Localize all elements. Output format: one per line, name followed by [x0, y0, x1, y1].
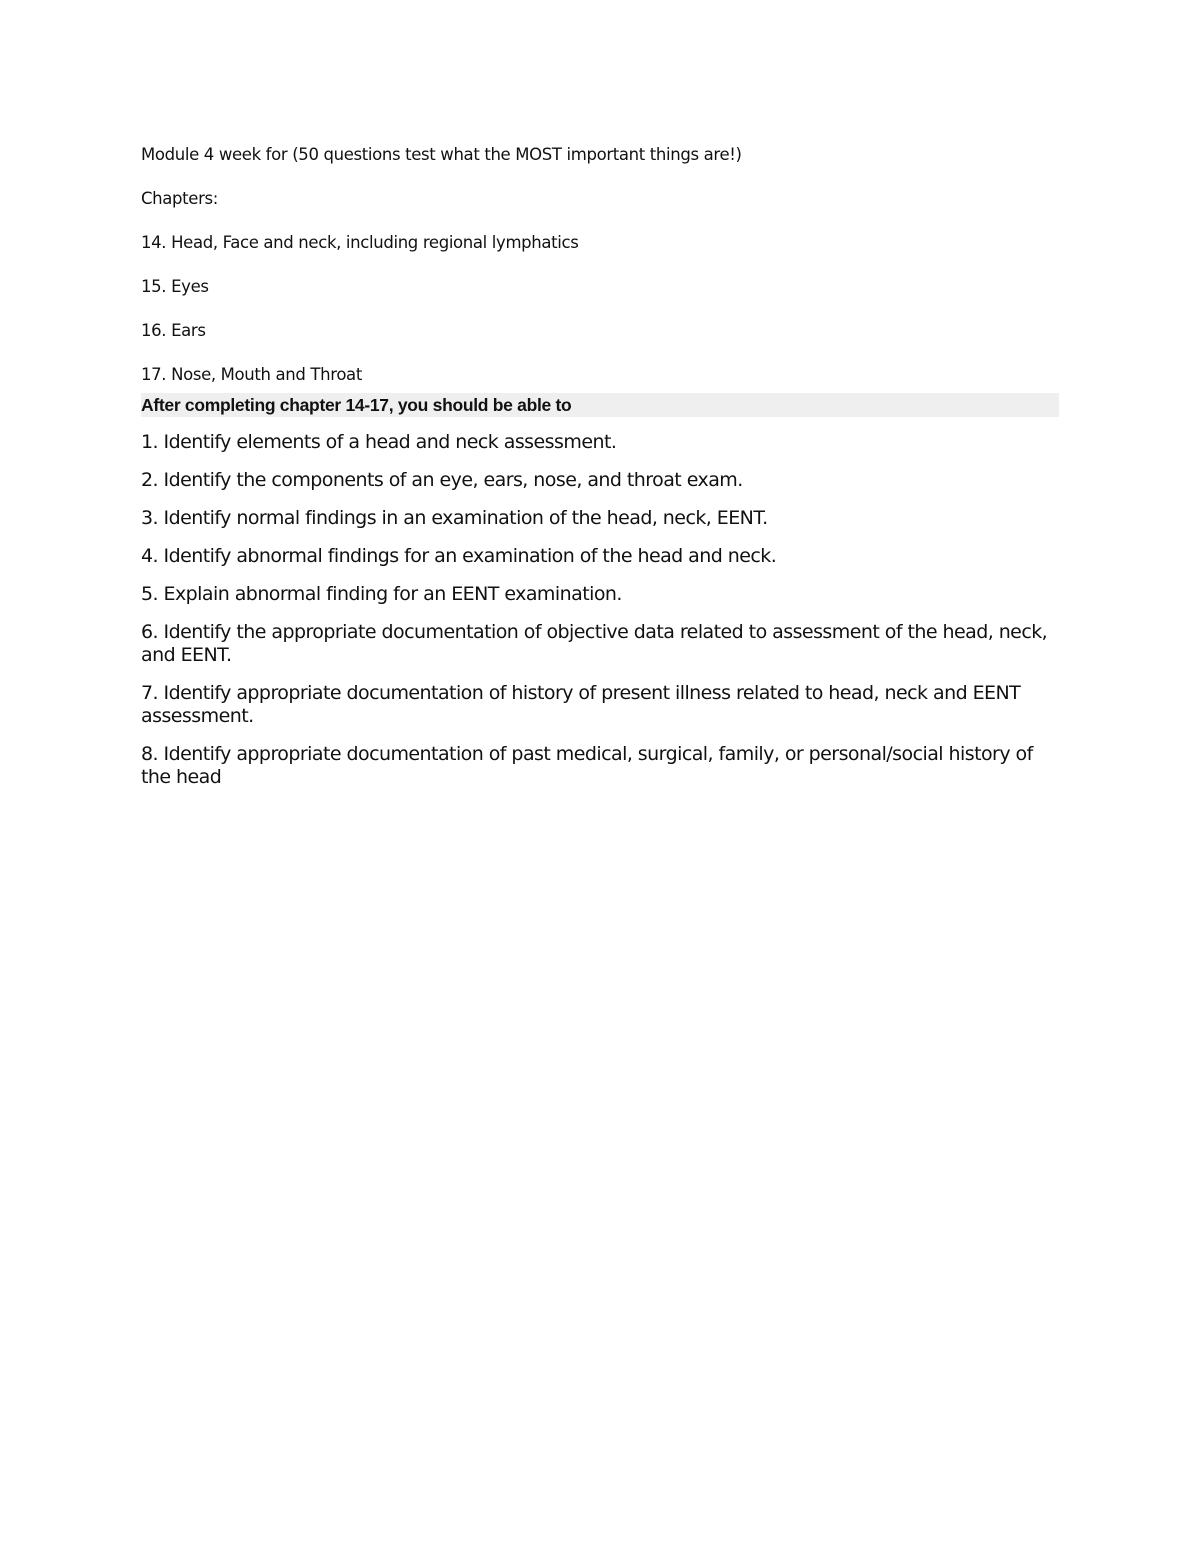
chapter-item-14: 14. Head, Face and neck, including regional lymphatics — [141, 233, 579, 252]
chapter-item-17: 17. Nose, Mouth and Throat — [141, 365, 362, 384]
objective-list — [141, 431, 1059, 789]
chapter-item-15: 15. Eyes — [141, 277, 209, 296]
objective-item-8: 8. Identify appropriate documentation of past medical, surgical, family, or personal/social history of the head — [141, 743, 1033, 788]
objective-item-1: 1. Identify elements of a head and neck assessment. — [141, 431, 617, 453]
chapter-item-16: 16. Ears — [141, 321, 206, 340]
module-intro-line: Module 4 week for (50 questions test what the MOST important things are!) — [141, 145, 742, 164]
objective-item-4: 4. Identify abnormal findings for an examination of the head and neck. — [141, 545, 777, 567]
document-content — [141, 143, 1059, 804]
objective-item-2: 2. Identify the components of an eye, ears, nose, and throat exam. — [141, 469, 743, 491]
objectives-heading: After completing chapter 14-17, you should be able to — [141, 393, 1059, 417]
chapter-list — [141, 231, 1059, 387]
objective-item-3: 3. Identify normal findings in an examination of the head, neck, EENT. — [141, 507, 768, 529]
objective-item-7: 7. Identify appropriate documentation of history of present illness related to head, neck and EENT assessment. — [141, 682, 1021, 727]
objective-item-6: 6. Identify the appropriate documentation of objective data related to assessment of the head, neck, and EENT. — [141, 621, 1048, 666]
objective-item-5: 5. Explain abnormal finding for an EENT examination. — [141, 583, 622, 605]
chapters-label: Chapters: — [141, 189, 218, 208]
